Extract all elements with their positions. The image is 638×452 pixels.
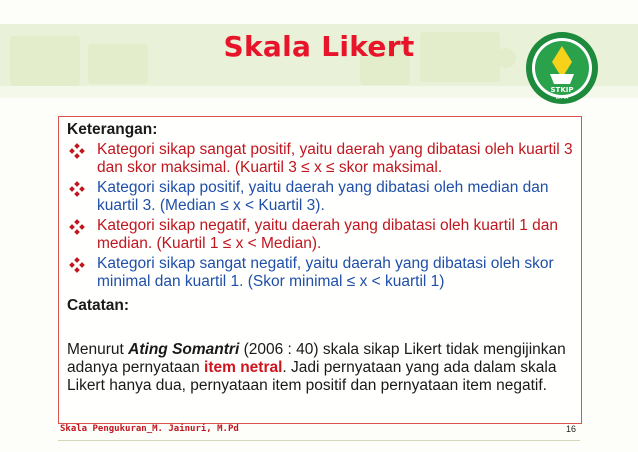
- catatan-paragraph: [67, 341, 573, 395]
- bullet-text: Kategori sikap negatif, yaitu daerah yang dibatasi oleh kuartil 1 dan median. (Kuartil 1 ≤ x < Median).: [97, 217, 558, 252]
- paragraph-part3: . Jadi pernyataan yang ada dalam skala Likert hanya dua, pernyataan item positif dan pernyataan item negatif.: [67, 359, 557, 394]
- paragraph-part1: Menurut: [67, 341, 129, 358]
- bullet-item: [67, 217, 573, 253]
- bullet-item: [67, 141, 573, 177]
- stkip-logo-icon: [522, 28, 602, 108]
- paragraph-author: Ating Somantri: [128, 341, 240, 358]
- diamond-bullet-icon: [69, 181, 85, 197]
- diamond-bullet-icon: [69, 257, 85, 273]
- keterangan-heading: Keterangan:: [67, 121, 158, 138]
- diamond-bullet-icon: [69, 219, 85, 235]
- footer-left-text: Skala Pengukuran_M. Jainuri, M.Pd: [60, 424, 239, 434]
- logo-text: STKIP: [550, 86, 574, 94]
- page-number: 16: [565, 424, 576, 434]
- bullet-text: Kategori sikap sangat positif, yaitu daerah yang dibatasi oleh kuartil 3 dan skor maksimal. (Kuartil 3 ≤ x ≤ skor maksimal.: [97, 141, 573, 176]
- slide-title: Skala Likert: [223, 30, 415, 63]
- paragraph-part2: (2006 : 40) skala sikap Likert tidak mengijinkan adanya pernyataan: [67, 341, 566, 376]
- paragraph-highlight: item netral: [204, 359, 283, 376]
- bullet-item: [67, 255, 573, 291]
- bullet-text: Kategori sikap sangat negatif, yaitu daerah yang dibatasi oleh skor minimal dan kuartil 1. (Skor minimal ≤ x < kuartil 1): [97, 255, 554, 290]
- bullet-item: [67, 179, 573, 215]
- logo-subtext: BIMA: [555, 95, 569, 101]
- bullet-text: Kategori sikap positif, yaitu daerah yang dibatasi oleh median dan kuartil 3. (Median ≤ x < Kuartil 3).: [97, 179, 549, 214]
- bullet-list: [67, 141, 573, 293]
- catatan-heading: Catatan:: [67, 297, 130, 314]
- diamond-bullet-icon: [69, 143, 85, 159]
- content-box: [58, 116, 582, 424]
- footer: [0, 424, 638, 438]
- footer-divider: [58, 440, 580, 441]
